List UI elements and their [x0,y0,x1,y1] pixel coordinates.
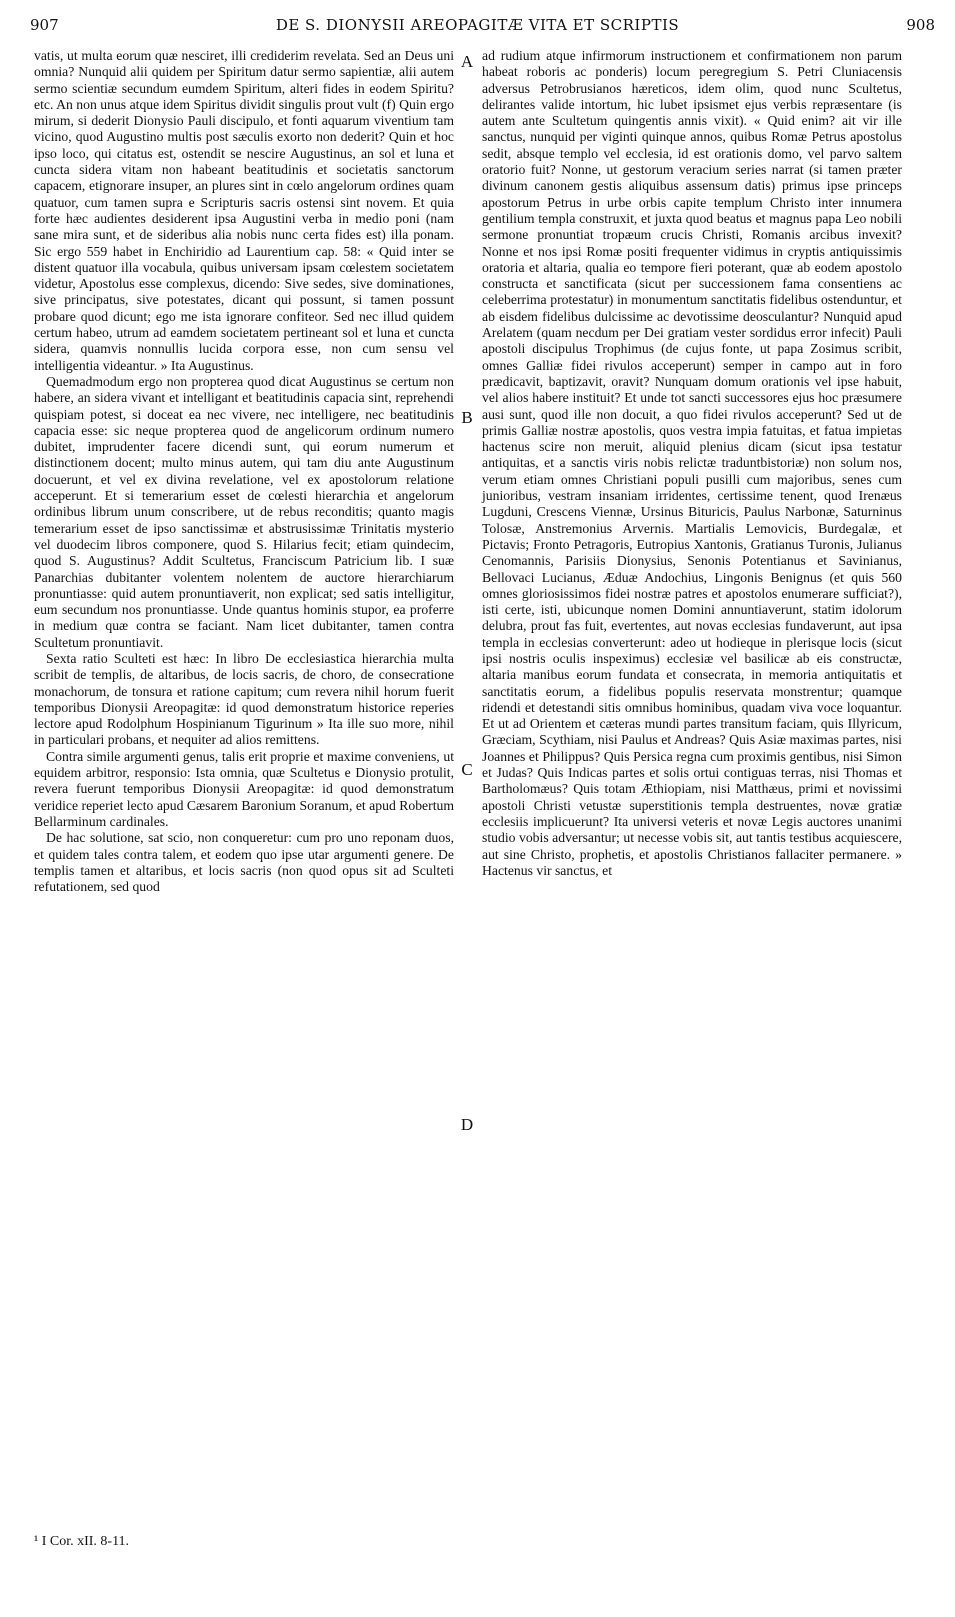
page-header [0,12,955,38]
page-number-left: 907 [30,16,59,34]
footnote: ¹ I Cor. xII. 8-11. [34,1534,130,1549]
running-title: DE S. DIONYSII AREOPAGITÆ VITA ET SCRIPTIS [275,16,680,34]
left-paragraph-5: De hac solutione, sat scio, non conqueretur: cum pro uno reponam duos, et quidem tales contra talem, et eodem quo ipse utar argumenti genere. De templis tamen et altaribus, et locis sacris (non quod opus sit ad Sculteti refutationem, sed quod [34,830,454,895]
left-paragraph-1: vatis, ut multa eorum quæ nesciret, illi crediderim revelata. Sed an Deus uni omnia? Nunquid alii quidem per Spiritum datur sermo sapientiæ, alii autem sermo scientiæ secundum eumdem Spiritum, alteri fides in eodem Spiritu? etc. An non unus atque idem Spiritus dividit singulis prout vult (f) Quin ergo mirum, si dederit Dionysio Pauli discipulo, et fonti aquarum viventium tam vicino, quod Augustino multis post sæculis exorto non dederit? Quin et hoc ipso loco, qui citatus est, ostendit se nescire Augustinus, an sol et luna et cuncta sidera vitam non habeant beatitudinis et societatis sanctorum capacem, etignorare insuper, an plures sint in cœlo angelorum ordines quam quatuor, cum tamen supra e Scripturis sacris ostensi sint novem. Et quia forte hæc audientes desiderent ipsa Augustini verba in medio poni (nam sane mira sunt, et de sideribus alia nobis nunc certa fides est) illa ponam. Sic ergo 559 habet in Enchiridio ad Laurentium cap. 58: « Quid inter se distent quatuor illa vocabula, quibus universam ipsam cœlestem societatem videtur, Apostolus esse complexus, dicendo: Sive sedes, sive dominationes, sive principatus, sive potestates, dicant qui possunt, si tamen possunt probare quod dicunt; ego me ista ignorare confiteor. Sed nec illud quidem certum habeo, utrum ad eamdem societatem pertineant sol et luna et cuncta sidera, quamvis nonnullis lucida corpora esse, non cum sensu vel intelligentia videantur. » Ita Augustinus. [34,48,454,373]
left-column [34,48,454,895]
right-column [482,48,902,879]
margin-letter-b: B [461,408,473,427]
left-paragraph-2: Quemadmodum ergo non propterea quod dicat Augustinus se certum non habere, an sidera vivant et intelligant et beatitudinis capacia sint, reprehendi quispiam potest, si doceat ea nec vivere, nec intelligere, nec beatitudinis capacia esse: sic neque propterea quod de angelicorum ordinum numero dubitet, imprudenter facere dicendi sunt, qui eorum numerum et distinctionem docent; multo minus autem, qui tam diu ante Augustinum docuerunt, et vel ex divina revelatione, vel ex apostolorum relatione acceperunt. Et si temerarium esset de cœlesti hierarchia et angelorum ordinibus librum unum conscribere, ut de rebus reconditis; quanto magis temerarium esset de ipso sanctissimæ et abstrusissimæ Trinitatis mysterio vel duodecim libros componere, quod S. Hilarius fecit; etiam quindecim, quod S. Augustinus? Addit Scultetus, Franciscum Patricium lib. I suæ Panarchias dubitanter volentem nolentem de auctore hierarchiarum pronuntiasse: quid autem pronuntiaverit, non explicat; sed satis intelligitur, eum secundum nos pronuntiasse. Unde quantus hominis stupor, ea proferre in medium quæ contra se faciant. Nam licet dubitanter, tamen contra Scultetum pronuntiavit. [34,373,454,650]
right-paragraph-1: ad rudium atque infirmorum instructionem et confirmationem non parum habeat roboris ac ponderis) locum peregregium S. Petri Cluniacensis adversus Petrobrusianos hæreticos, idem olim, quod nunc Scultetus, delirantes valide intortum, hic lubet ipsismet ejus verbis repræsentare (is autem ante Scultetum quingentis annis vixit). « Quid enim? ait vir ille sanctus, nunquid per viginti quinque annos, quibus Romæ Petrus apostolus sedit, absque templo vel ecclesia, id est orationis domo, vel parvo saltem oratorio fuit? Nonne, ut gestorum veracium series narrat (si tamen præter divinum canonem gestis aliquibus assensum datis) primus ipse princeps apostorum Petrus in urbe orbis capite templum Christo inter innumera gentilium templa construxit, et juxta quod beatus et magnus papa Leo nobili sermone pronuntiat tropæum crucis Christi, Romanis arcibus invexit? Nonne et nos ipsi Romæ positi frequenter vidimus in cryptis antiquissimis oratoria et altaria, qualia eo tempore fieri poterant, quæ ab eodem apostolo constructa et sanctificata (sicut per successionem fama consentiens ac celeberrima protestatur) in monumentum sanctitatis fidelibus ostenduntur, et ab eisdem fidelibus dulcissime ac devotissime deosculantur? Nunquid apud Arelatem (quam necdum per Dei gratiam vester sordidus error infecit) Pauli apostoli discipulus Trophimus (de cujus fonte, ut papa Zosimus scribit, omnes Galliæ fidei rivulos acceperunt) semper in campo aut in foro prædicavit, baptizavit, oravit? Nunquam domum orationis vel ipse habuit, vel alios habere instituit? Et unde tot sancti successores ejus hoc præsumere ausi sunt, quod ille non docuit, a quo fidei rivulos acceperunt? Sed ut de primis Galliæ nostræ apostolis, quos vestra impia fatuitas, et fatua impietas hactenus scire non meruit, aliquid plenius dicam (sicut ipsa testatur antiquitas, et a sanctis viris nobis relictæ traduntbistoriæ) non solum nos, verum etiam omnes Christiani populi pusilli cum majoribus, senes cum junioribus, vestram insaniam irridentes, certissime tenent, quod Irenæus Lugduni, Crescens Viennæ, Ursinus Bituricis, Paulus Narbonæ, Saturninus Tolosæ, Anstremonius Arvernis. Martialis Lemovicis, Burdegalæ, et Pictavis; Fronto Petragoris, Eutropius Xantonis, Gratianus Turonis, Julianus Cenomannis, Parisiis Dionysius, Senonis Potentianus et Savinianus, Bellovaci Lucianus, Æduæ Andochius, Lingonis Benignus (et quis 560 omnes gloriosissimos fidei nostræ patres et apostolos enumerare sufficiat?), isti certe, isti, ubicunque nomen Domini annuntiaverunt, statim idolorum delubra, prout fas fuit, evertentes, aut novas ecclesias fundaverunt, aut ipsa templa in ecclesias converterunt: adeo ut hodieque in plerisque locis (sicut ipsi nostris oculis inspeximus) ecclesiæ vel basilicæ ab eis constructæ, altaria manibus eorum fundata et consecrata, in memoria antiquitatis et sanctitatis eorum, a fidelibus populis reservata monstrentur; quamque ridendi et detestandi sitis omnibus hominibus, quadam viva voce loquantur. Et ut ad Orientem et cæteras mundi partes transitum faciam, quis Illyricum, Græciam, Scythiam, nisi Paulus et Andreas? Quis Asiæ maximas partes, nisi Joannes et Philippus? Quis Persica regna cum proximis gentibus, nisi Simon et Judas? Quis Indicas partes et solis ortui contiguas terras, nisi Thomas et Bartholomæus? Quis totam Æthiopiam, nisi Matthæus, primi et novissimi apostoli Christi vetustæ superstitionis templa destruentes, novæ gratiæ ecclesiis implicuerunt? Ita universi veteris et novæ Legis auctores unanimi studio vobis adversantur; ut necesse vobis sit, aut tantis testibus acquiescere, aut sine Christo, prophetis, et apostolis Christianos fallaciter permanere. » Hactenus vir sanctus, et [482,48,902,878]
page-number-right: 908 [906,16,935,34]
margin-letter-c: C [461,760,473,779]
left-paragraph-3: Sexta ratio Sculteti est hæc: In libro De ecclesiastica hierarchia multa scribit de templis, de altaribus, de locis sacris, de choro, de consecratione monachorum, de tonsura et ratione capitum; cum revera nihil horum fuerit temporibus Dionysii Areopagitæ: id quod demonstratum historice reperies lectore apud Rodolphum Hospinianum Tigurinum » Ita ille suo more, nihil in particulari probans, et nequiter ad alios remittens. [34,650,454,748]
margin-letter-d: D [460,1115,474,1134]
left-paragraph-4: Contra simile argumenti genus, talis erit proprie et maxime conveniens, ut equidem arbitror, responsio: Ista omnia, quæ Scultetus e Dionysio protulit, revera fuerunt temporibus Dionysii Areopagitæ: id quod demonstratum veridice reperiet lecto apud Cæsarem Baronium Soranum, et apud Robertum Bellarminum cardinales. [34,748,454,829]
margin-letter-a: A [460,52,474,71]
